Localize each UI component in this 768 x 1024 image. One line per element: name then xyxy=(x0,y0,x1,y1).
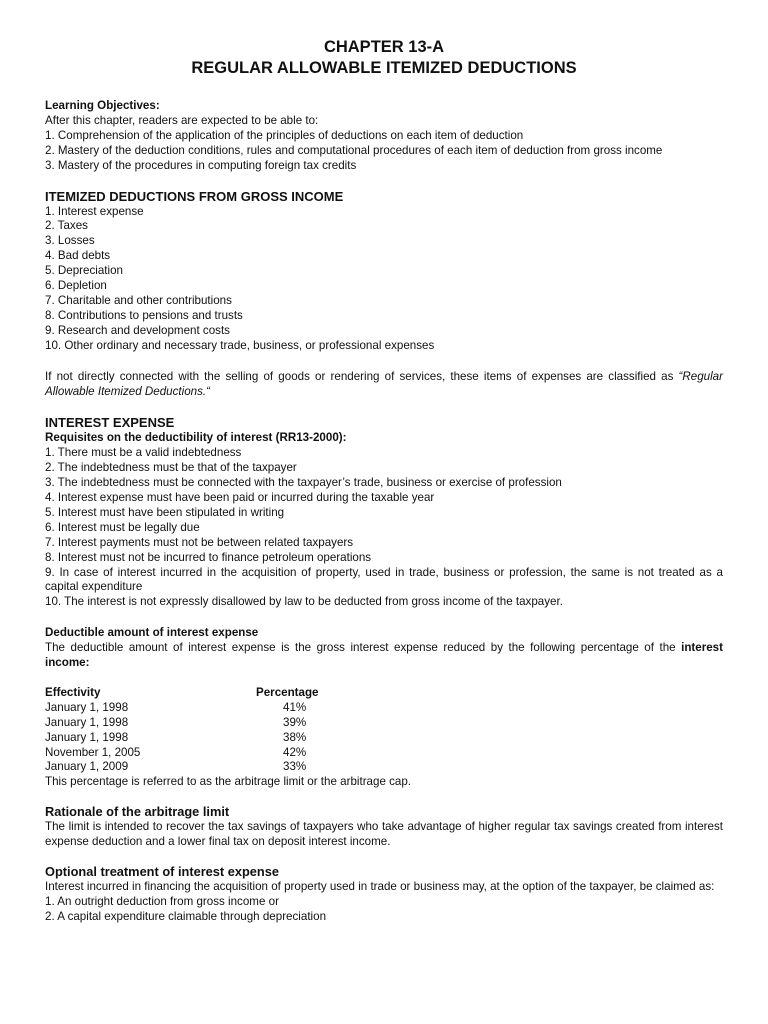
arbitrage-note: This percentage is referred to as the arbitrage limit or the arbitrage cap. xyxy=(45,775,412,789)
spacer xyxy=(45,671,723,686)
list-item: 1. An outright deduction from gross income or xyxy=(45,894,279,908)
list-item: 4. Bad debts xyxy=(45,249,111,263)
deductible-amount-heading: Deductible amount of interest expense xyxy=(45,626,259,640)
itemized-deductions-list xyxy=(45,205,723,354)
rationale-text: The limit is intended to recover the tax savings of taxpayers who take advantage of higher regular tax savings created from interest expense deduction and a lower final tax on deposit interest income. xyxy=(45,820,723,849)
list-item: 1. Interest expense xyxy=(45,204,144,218)
effectivity-date: November 1, 2005 xyxy=(45,745,141,759)
table-header-row xyxy=(45,686,723,701)
list-item: 8. Contributions to pensions and trusts xyxy=(45,308,243,322)
percentage-value: 41% xyxy=(283,700,307,714)
list-item: 10. The interest is not expressly disallowed by law to be deducted from gross income of the taxpayer. xyxy=(45,595,563,609)
table-row xyxy=(45,716,723,731)
list-item: 6. Depletion xyxy=(45,279,107,293)
list-item: 7. Interest payments must not be between related taxpayers xyxy=(45,535,354,549)
effectivity-date: January 1, 1998 xyxy=(45,730,129,744)
list-item: 2. The indebtedness must be that of the taxpayer xyxy=(45,461,297,475)
list-item: 8. Interest must not be incurred to finance petroleum operations xyxy=(45,550,372,564)
learning-objective-item: 3. Mastery of the procedures in computing foreign tax credits xyxy=(45,158,357,172)
deductible-amount-text-bold: interest income: xyxy=(45,641,723,670)
requisites-heading: Requisites on the deductibility of interest (RR13-2000): xyxy=(45,431,347,445)
list-item: 1. There must be a valid indebtedness xyxy=(45,446,242,460)
learning-objective-item: 1. Comprehension of the application of the principles of deductions on each item of deduction xyxy=(45,128,524,142)
percentage-value: 42% xyxy=(283,745,307,759)
list-item: 9. In case of interest incurred in the acquisition of property, used in trade, business or profession, the same is not treated as a capital expenditure xyxy=(45,565,723,594)
percentage-value: 39% xyxy=(283,715,307,729)
list-item: 5. Interest must have been stipulated in writing xyxy=(45,505,285,519)
arbitrage-table xyxy=(45,686,723,775)
list-item: 7. Charitable and other contributions xyxy=(45,293,232,307)
list-item: 5. Depreciation xyxy=(45,264,123,278)
list-item: 2. Taxes xyxy=(45,219,88,233)
itemized-deductions-heading: ITEMIZED DEDUCTIONS FROM GROSS INCOME xyxy=(45,188,344,204)
list-item: 4. Interest expense must have been paid or incurred during the taxable year xyxy=(45,491,435,505)
learning-objectives-intro: After this chapter, readers are expected to be able to: xyxy=(45,113,319,127)
document-page xyxy=(45,0,723,925)
learning-objective-item: 2. Mastery of the deduction conditions, rules and computational procedures of each item of deduction from gross income xyxy=(45,143,663,157)
table-row xyxy=(45,731,723,746)
list-item: 3. Losses xyxy=(45,234,95,248)
itemized-note-italic: “Regular Allowable Itemized Deductions.“ xyxy=(45,369,723,398)
learning-objectives-heading: Learning Objectives: xyxy=(45,99,160,112)
table-row xyxy=(45,701,723,716)
list-item: 10. Other ordinary and necessary trade, business, or professional expenses xyxy=(45,338,435,352)
list-item: 6. Interest must be legally due xyxy=(45,520,200,534)
rationale-heading: Rationale of the arbitrage limit xyxy=(45,804,230,820)
effectivity-date: January 1, 2009 xyxy=(45,760,129,774)
chapter-title: REGULAR ALLOWABLE ITEMIZED DEDUCTIONS xyxy=(191,59,577,77)
column-header-effectivity: Effectivity xyxy=(45,685,101,699)
table-row xyxy=(45,746,723,761)
list-item: 2. A capital expenditure claimable through depreciation xyxy=(45,909,327,923)
learning-objectives xyxy=(45,99,723,174)
itemized-note xyxy=(45,370,723,400)
optional-treatment-heading: Optional treatment of interest expense xyxy=(45,864,279,880)
effectivity-date: January 1, 1998 xyxy=(45,715,129,729)
list-item: 3. The indebtedness must be connected with the taxpayer’s trade, business or exercise of profession xyxy=(45,476,562,490)
deductible-amount-text xyxy=(45,641,723,671)
percentage-value: 33% xyxy=(283,760,307,774)
interest-expense-heading: INTEREST EXPENSE xyxy=(45,415,175,431)
table-row xyxy=(45,760,723,775)
effectivity-date: January 1, 1998 xyxy=(45,700,129,714)
itemized-note-text: If not directly connected with the selling of goods or rendering of services, these items of expenses are classified as xyxy=(45,369,679,383)
requisites-list xyxy=(45,446,723,610)
percentage-value: 38% xyxy=(283,730,307,744)
optional-treatment-text: Interest incurred in financing the acquisition of property used in trade or business may, at the option of the taxpayer, be claimed as: xyxy=(45,880,715,894)
list-item: 9. Research and development costs xyxy=(45,323,230,337)
deductible-amount-text-body: The deductible amount of interest expense is the gross interest expense reduced by the following percentage of the xyxy=(45,641,682,655)
chapter-number: CHAPTER 13-A xyxy=(323,38,445,56)
column-header-percentage: Percentage xyxy=(256,685,319,699)
